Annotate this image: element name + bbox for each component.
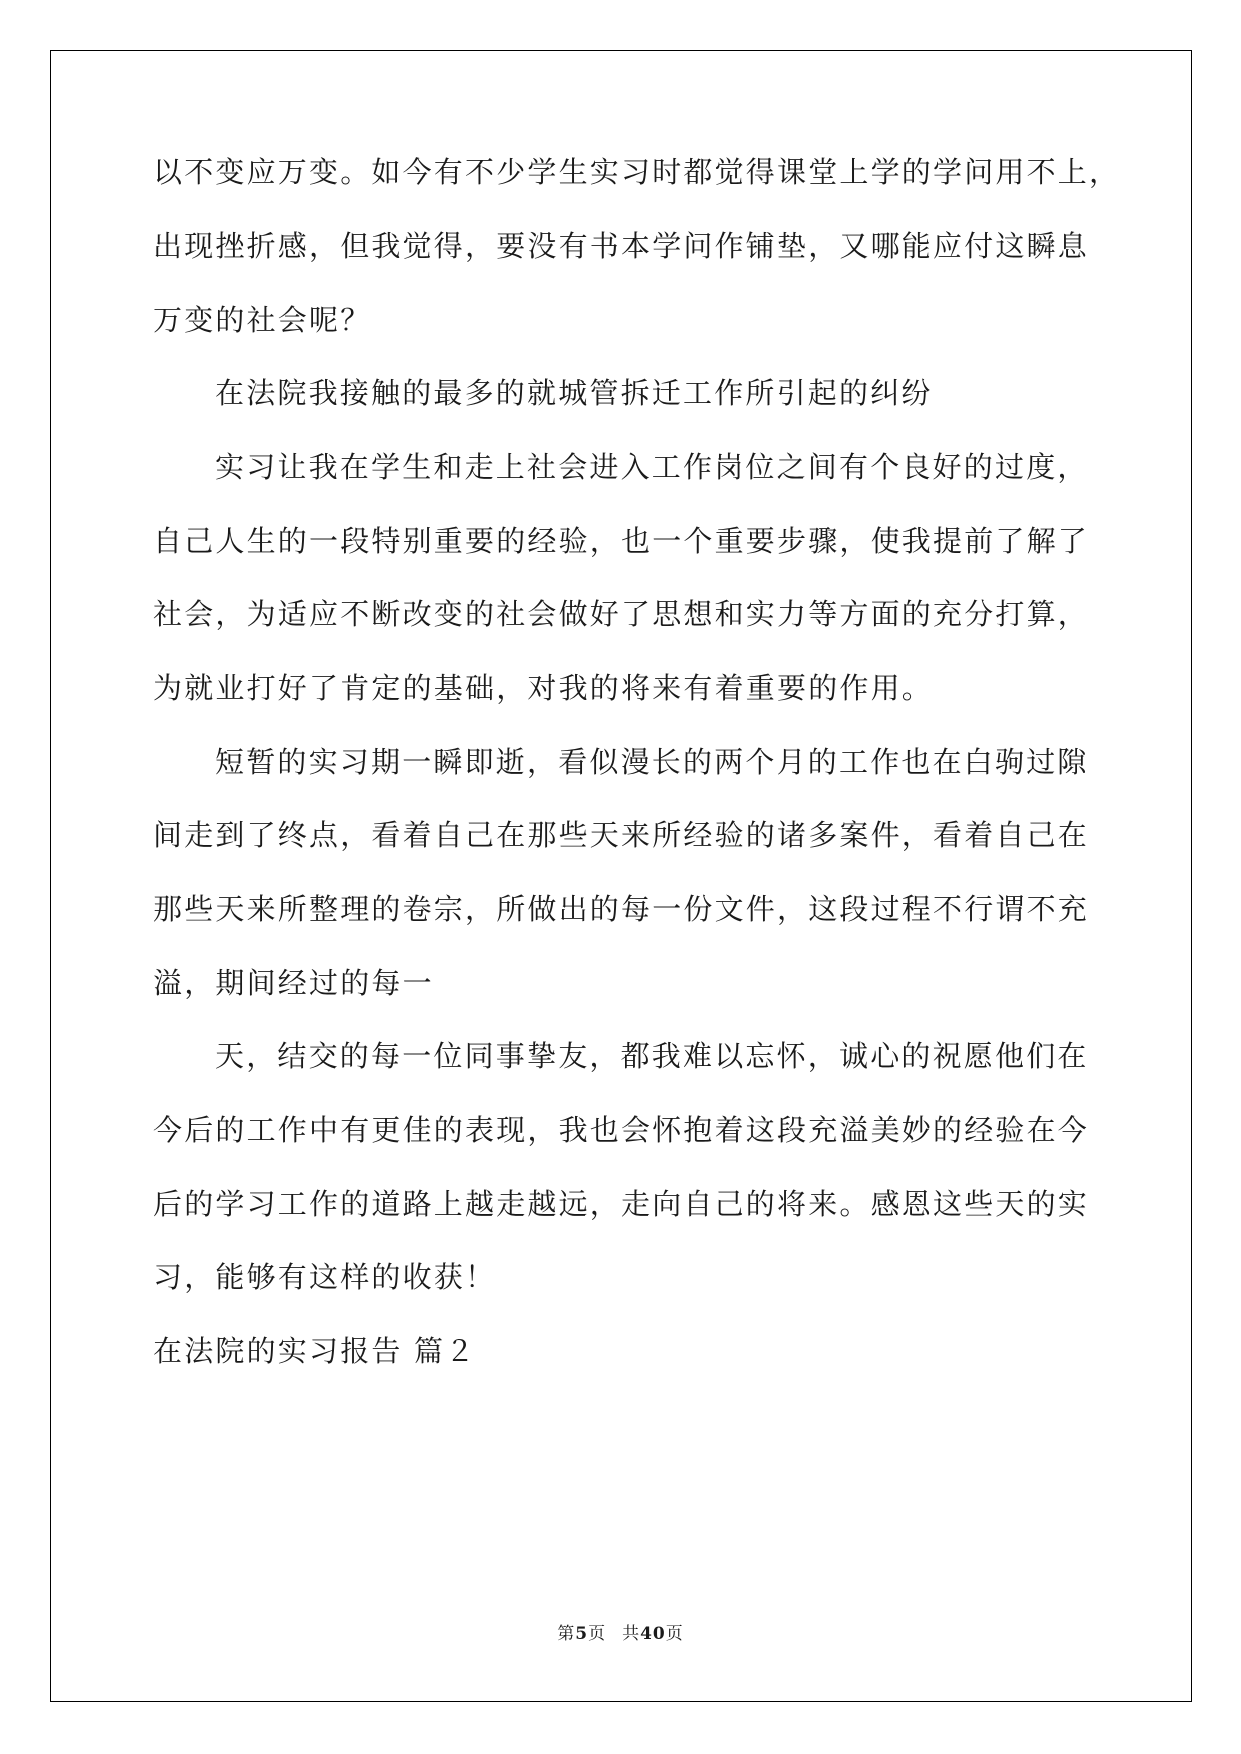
paragraph-line: 为就业打好了肯定的基础，对我的将来有着重要的作用。 <box>153 671 934 705</box>
footer-total-suffix: 页 <box>665 1624 684 1644</box>
footer-prefix: 第 <box>557 1624 576 1644</box>
paragraph-line: 社会，为适应不断改变的社会做好了思想和实力等方面的充分打算， <box>153 597 1090 631</box>
paragraph-line: 万变的社会呢？ <box>153 303 372 337</box>
paragraph-line: 后的学习工作的道路上越走越远，走向自己的将来。感恩这些天的实 <box>153 1187 1090 1221</box>
footer-total-prefix: 共 <box>622 1624 641 1644</box>
paragraph-line: 实习让我在学生和走上社会进入工作岗位之间有个良好的过度， <box>215 450 1089 484</box>
paragraph-line: 今后的工作中有更佳的表现，我也会怀抱着这段充溢美妙的经验在今 <box>153 1113 1090 1147</box>
paragraph-line: 天，结交的每一位同事挚友，都我难以忘怀，诚心的祝愿他们在 <box>215 1039 1089 1073</box>
paragraph-line: 间走到了终点，看着自己在那些天来所经验的诸多案件，看着自己在 <box>153 818 1090 852</box>
page-border <box>50 50 1192 1702</box>
paragraph-line: 短暂的实习期一瞬即逝，看似漫长的两个月的工作也在白驹过隙 <box>215 745 1089 779</box>
paragraph-line: 自己人生的一段特别重要的经验，也一个重要步骤，使我提前了解了 <box>153 524 1090 558</box>
total-pages: 40 <box>640 1624 666 1644</box>
paragraph-line: 以不变应万变。如今有不少学生实习时都觉得课堂上学的学问用不上， <box>153 155 1121 189</box>
page-number: 5 <box>575 1624 589 1644</box>
section-heading: 在法院的实习报告 篇２ <box>153 1334 477 1368</box>
page-footer <box>0 1622 1241 1646</box>
paragraph-line: 溢，期间经过的每一 <box>153 966 434 1000</box>
paragraph-line: 习，能够有这样的收获！ <box>153 1260 497 1294</box>
paragraph-line: 出现挫折感，但我觉得，要没有书本学问作铺垫，又哪能应付这瞬息 <box>153 229 1090 263</box>
paragraph-line: 在法院我接触的最多的就城管拆迁工作所引起的纠纷 <box>215 376 933 410</box>
paragraph-line: 那些天来所整理的卷宗，所做出的每一份文件，这段过程不行谓不充 <box>153 892 1090 926</box>
footer-page-suffix: 页 <box>588 1624 607 1644</box>
